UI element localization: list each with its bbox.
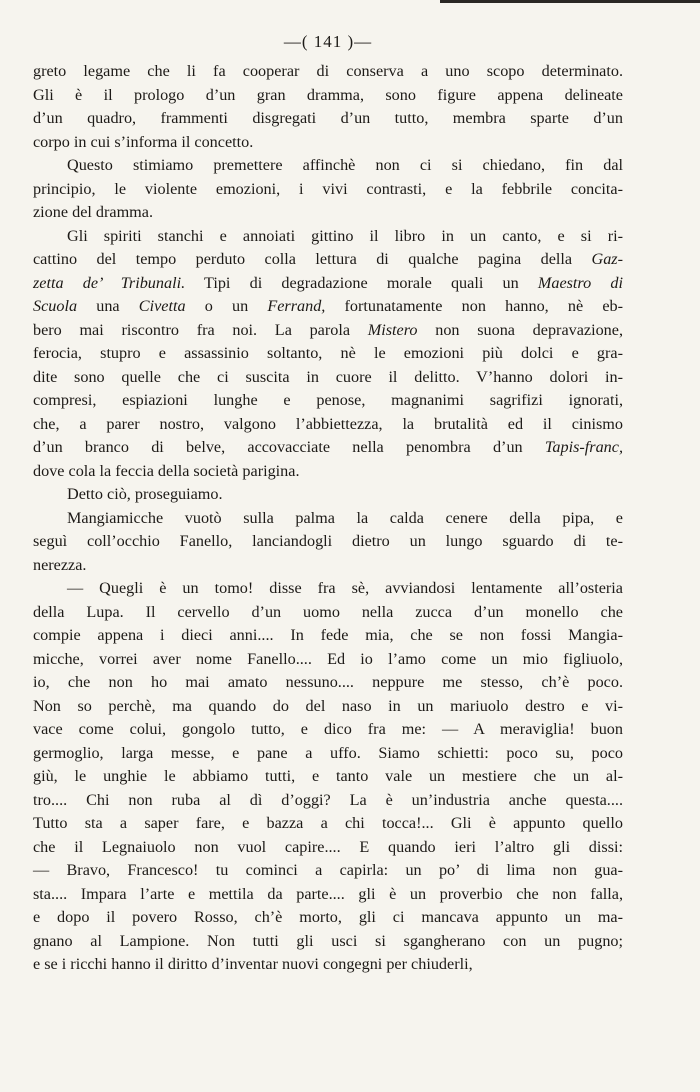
text-segment: d’un branco di belve, accovacciate nella penombra d’un (33, 438, 545, 456)
text-line (33, 225, 623, 249)
text-line (33, 577, 623, 601)
text-line (33, 601, 623, 625)
text-segment: Tipi di degradazione morale quali un (185, 273, 538, 292)
text-line (33, 930, 623, 954)
italic-text: zetta de’ Tribunali. (33, 273, 186, 292)
text-segment: tro.... Chi non ruba al dì d’oggi? La è un’industria anche questa.... (33, 790, 623, 809)
text-line (33, 671, 623, 695)
text-segment: — Bravo, Francesco! tu cominci a capirla: un po’ di lima non gua- (33, 861, 623, 879)
text-line (33, 718, 623, 742)
text-line (33, 154, 623, 178)
page-number: —( 141 )— (283, 32, 373, 51)
paragraph (33, 60, 623, 154)
text-line (33, 507, 623, 531)
text-segment: — Quegli è un tomo! disse fra sè, avviandosi lentamente all’osteria (67, 579, 623, 597)
text-line (33, 530, 623, 554)
text-segment: giù, le unghie le abbiamo tutti, e tanto vale un mestiere che un al- (33, 767, 623, 785)
text-segment: che il Legnaiuolo non vuol capire.... E quando ieri l’altro gli dissi: (33, 837, 623, 856)
text-line (33, 178, 623, 202)
text-segment: una (77, 297, 139, 315)
text-line (33, 789, 623, 813)
text-line (33, 131, 623, 155)
text-segment: fortunatamente non hanno, nè eb- (325, 297, 624, 315)
text-segment: e se i ricchi hanno il diritto d’inventar nuovi congegni per chiuderli, (33, 955, 473, 973)
paragraph (33, 483, 623, 507)
paragraph (33, 225, 623, 484)
text-segment: d’un quadro, frammenti disgregati d’un tutto, membra sparte d’un (33, 109, 623, 127)
text-segment: corpo in cui s’informa il concetto. (33, 132, 254, 151)
text-segment: germoglio, larga messe, e pane a uffo. Siamo schietti: poco su, poco (33, 743, 623, 762)
text-line (33, 836, 623, 860)
text-line (33, 389, 623, 413)
text-line (33, 460, 623, 484)
text-line (33, 272, 623, 296)
text-segment: compresi, espiazioni lunghe e penose, magnanimi sagrifizi ignorati, (33, 391, 623, 409)
paragraph (33, 507, 623, 578)
text-line (33, 953, 623, 977)
text-segment: principio, le violente emozioni, i vivi contrasti, e la febbrile concita- (33, 179, 623, 198)
text-line (33, 554, 623, 578)
text-segment: gnano al Lampione. Non tutti gli usci si sgangherano con un pugno; (33, 931, 623, 950)
text-line (33, 319, 623, 343)
text-segment: greto legame che li fa cooperar di conserva a uno scopo determinato. (33, 62, 623, 80)
text-segment: e dopo il povero Rosso, ch’è morto, gli ci mancava appunto un ma- (33, 908, 623, 926)
italic-text: Scuola (33, 297, 78, 315)
text-line (33, 295, 623, 319)
italic-text: Ferrand, (267, 297, 326, 315)
text-line (33, 742, 623, 766)
text-segment: vace come colui, gongolo tutto, e dico fra me: — A meraviglia! buon (33, 720, 623, 738)
text-segment: Gli è il prologo d’un gran dramma, sono figure appena delineate (33, 85, 623, 104)
body-text (33, 60, 623, 977)
text-segment: micche, vorrei aver nome Fanello.... Ed io l’amo come un mio figliuolo, (33, 649, 623, 668)
italic-text: Tapis-franc, (544, 438, 623, 456)
text-line (33, 695, 623, 719)
text-segment: Gli spiriti stanchi e annoiati gittino il libro in un canto, e si ri- (67, 226, 623, 245)
text-line (33, 483, 623, 507)
text-line (33, 201, 623, 225)
text-segment: Non so perchè, ma quando do del naso in un mariuolo destro e vi- (33, 696, 623, 715)
text-line (33, 436, 623, 460)
italic-text: Gaz- (591, 250, 623, 268)
text-line (33, 366, 623, 390)
text-segment: io, che non ho mai amato nessuno.... neppure me stesso, ch’è poco. (33, 673, 623, 691)
text-line (33, 648, 623, 672)
text-segment: Mangiamicche vuotò sulla palma la calda cenere della pipa, e (67, 508, 623, 527)
text-segment: dove cola la feccia della società parigina. (33, 461, 300, 480)
text-line (33, 859, 623, 883)
text-segment: cattino del tempo perduto colla lettura di qualche pagina della (33, 250, 592, 268)
text-segment: Questo stimiamo premettere affinchè non ci si chiedano, fin dal (67, 156, 623, 174)
text-line (33, 248, 623, 272)
text-segment: della Lupa. Il cervello d’un uomo nella zucca d’un monello che (33, 602, 623, 621)
text-segment: dite sono quelle che ci suscita in cuore il delitto. V’hanno dolori in- (33, 367, 623, 386)
text-segment: non suona depravazione, (417, 320, 624, 339)
text-line (33, 765, 623, 789)
text-segment: che, a parer nostro, valgono l’abbiettezza, la brutalità ed il cinismo (33, 414, 623, 433)
text-segment: Tutto sta a saper fare, e bazza a chi tocca!... Gli è appunto quello (33, 814, 623, 832)
text-segment: compie appena i dieci anni.... In fede mia, che se non fossi Mangia- (33, 626, 623, 644)
text-line (33, 883, 623, 907)
text-line (33, 60, 623, 84)
paragraph (33, 577, 623, 977)
text-line (33, 906, 623, 930)
top-rule (440, 0, 700, 3)
text-segment: Detto ciò, proseguiamo. (67, 485, 223, 503)
italic-text: Civetta (138, 297, 186, 315)
text-segment: ferocia, stupro e assassinio soltanto, nè le emozioni più dolci e gra- (33, 344, 623, 362)
text-line (33, 342, 623, 366)
text-segment: o un (185, 297, 268, 315)
text-segment: sta.... Impara l’arte e mettila da parte.... gli è un proverbio che non falla, (33, 884, 623, 903)
text-segment: bero mai riscontro fra noi. La parola (33, 320, 368, 339)
paragraph (33, 154, 623, 225)
text-line (33, 624, 623, 648)
text-segment: nerezza. (33, 555, 87, 574)
text-segment: seguì coll’occhio Fanello, lanciandogli dietro un lungo sguardo di te- (33, 532, 623, 550)
text-segment: zione del dramma. (33, 203, 154, 221)
text-line (33, 107, 623, 131)
text-line (33, 84, 623, 108)
italic-text: Mistero (367, 320, 418, 339)
text-line (33, 413, 623, 437)
text-line (33, 812, 623, 836)
italic-text: Maestro di (537, 273, 623, 292)
book-page (33, 30, 623, 977)
